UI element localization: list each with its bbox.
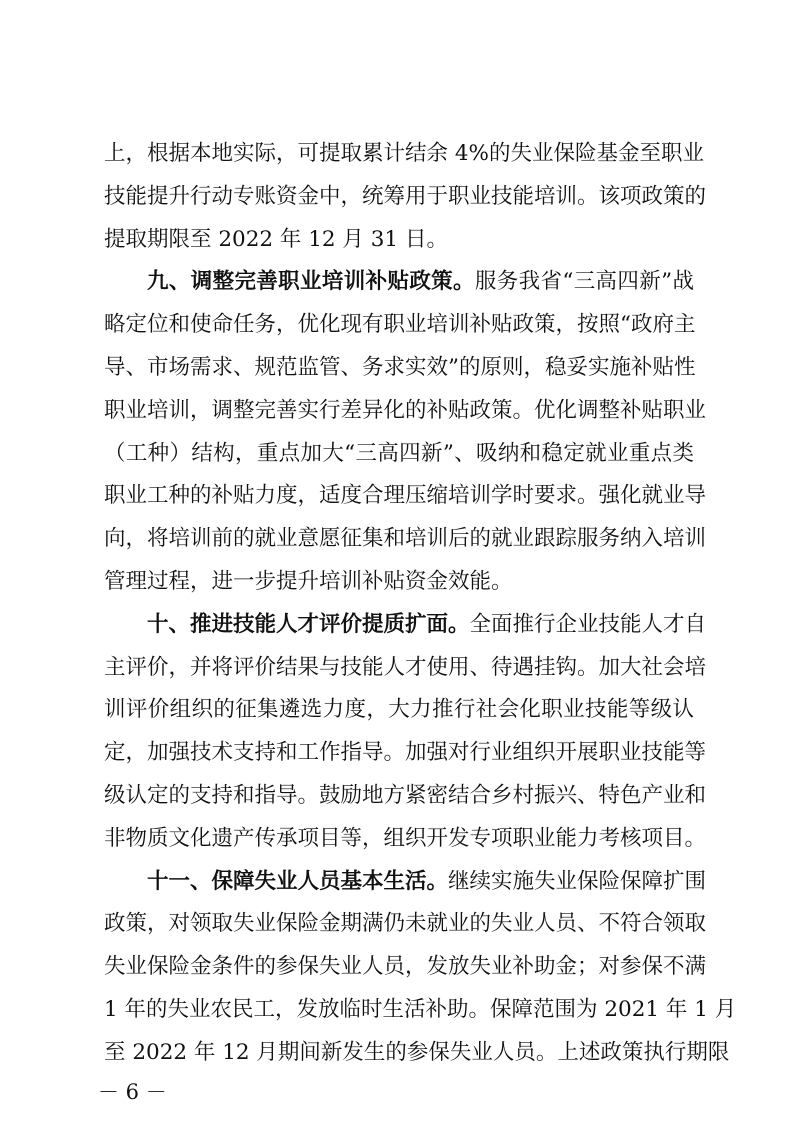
paragraph-9-line-3: 导、市场需求、规范监管、务求实效”的原则，稳妥实施补贴性 <box>104 355 696 380</box>
paragraph-11-line-2: 政策，对领取失业保险金期满仍未就业的失业人员、不符合领取 <box>104 911 707 937</box>
paragraph-9-text: 服务我省“三高四新”战 <box>474 269 694 295</box>
section-10-heading: 十、推进技能人才评价提质扩面。 <box>147 611 470 637</box>
paragraph-9-line-2: 略定位和使命任务，优化现有职业培训补贴政策，按照“政府主 <box>104 312 696 338</box>
paragraph-9-line-7: 向，将培训前的就业意愿征集和培训后的就业跟踪服务纳入培训 <box>104 526 707 552</box>
paragraph-11-line-4: 1 年的失业农民工，发放临时生活补助。保障范围为 2021 年 1 月 <box>104 997 737 1022</box>
section-11-heading: 十一、保障失业人员基本生活。 <box>147 868 449 894</box>
paragraph-9-line-5: （工种）结构，重点加大“三高四新”、吸纳和稳定就业重点类 <box>104 440 694 466</box>
paragraph-10-line-4: 定，加强技术支持和工作指导。加强对行业组织开展职业技能等 <box>104 740 707 766</box>
paragraph-8-line-3: 提取期限至 2022 年 12 月 31 日。 <box>104 226 448 252</box>
paragraph-11-text: 继续实施失业保险保障扩围 <box>448 868 707 894</box>
paragraph-10-line-5: 级认定的支持和指导。鼓励地方紧密结合乡村振兴、特色产业和 <box>104 783 707 808</box>
page-number: － 6 － <box>98 1079 167 1104</box>
paragraph-9-line-8: 管理过程，进一步提升培训补贴资金效能。 <box>104 569 513 594</box>
paragraph-10-line-2: 主评价，并将评价结果与技能人才使用、待遇挂钩。加大社会培 <box>104 654 707 680</box>
paragraph-10-line-6: 非物质文化遗产传承项目等，组织开发专项职业能力考核项目。 <box>104 825 707 851</box>
paragraph-9-line-1 <box>147 268 694 296</box>
paragraph-9-line-6: 职业工种的补贴力度，适度合理压缩培训学时要求。强化就业导 <box>104 483 707 509</box>
paragraph-10-line-1 <box>147 611 707 639</box>
paragraph-11-line-1 <box>147 868 707 896</box>
paragraph-8-line-2: 技能提升行动专账资金中，统筹用于职业技能培训。该项政策的 <box>104 183 707 209</box>
paragraph-8-line-1: 上，根据本地实际，可提取累计结余 4%的失业保险基金至职业 <box>104 141 704 166</box>
paragraph-11-line-5: 至 2022 年 12 月期间新发生的参保失业人员。上述政策执行期限 <box>104 1039 730 1065</box>
paragraph-11-line-3: 失业保险金条件的参保失业人员，发放失业补助金；对参保不满 <box>104 954 707 980</box>
paragraph-9-line-4: 职业培训，调整完善实行差异化的补贴政策。优化调整补贴职业 <box>104 397 707 423</box>
paragraph-10-line-3: 训评价组织的征集遴选力度，大力推行社会化职业技能等级认 <box>104 697 694 723</box>
paragraph-10-text: 全面推行企业技能人才自 <box>469 611 707 637</box>
section-9-heading: 九、调整完善职业培训补贴政策。 <box>147 269 475 295</box>
